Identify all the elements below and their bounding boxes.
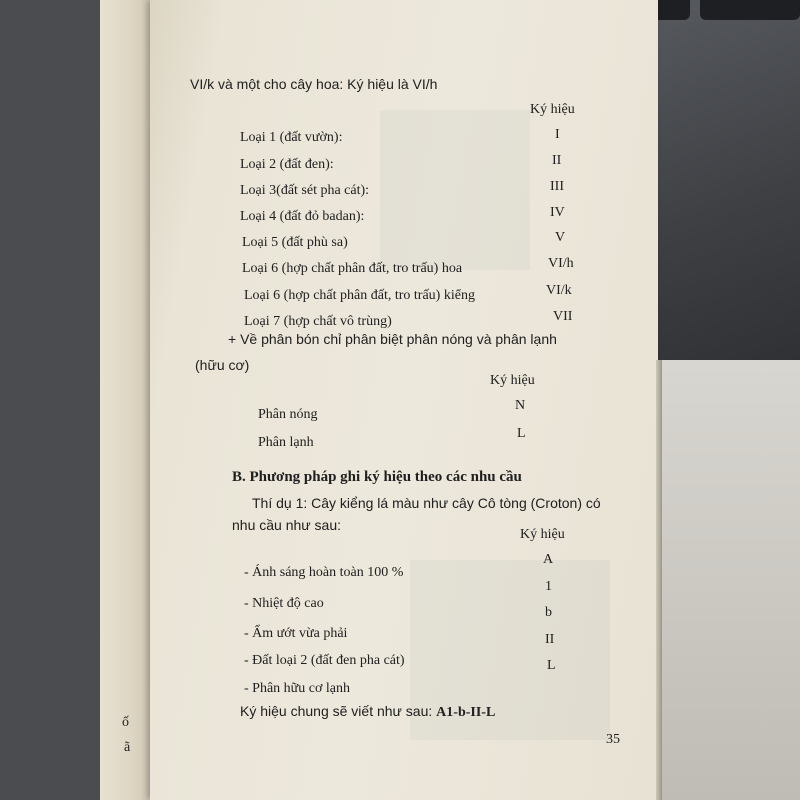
summary-prefix: Ký hiệu chung sẽ viết như sau: xyxy=(240,703,433,719)
margin-mark: ã xyxy=(124,740,131,755)
soil-row-label: Loại 5 (đất phù sa) xyxy=(242,235,348,250)
soil-row-label: Loại 6 (hợp chất phân đất, tro trấu) kiểng xyxy=(244,288,475,303)
left-page-edge xyxy=(100,0,152,800)
soil-row-code: VII xyxy=(553,309,573,324)
soil-row-code: VI/k xyxy=(546,283,572,298)
fertilizer-table-header: Ký hiệu xyxy=(490,373,535,388)
soil-row-label: Loại 1 (đất vườn): xyxy=(240,130,343,145)
example-line1: Thí dụ 1: Cây kiểng lá màu như cây Cô tòng (Croton) có xyxy=(252,495,601,511)
soil-row-label: Loại 6 (hợp chất phân đất, tro trấu) hoa xyxy=(242,261,463,276)
book-page xyxy=(150,0,658,800)
soil-row-code: I xyxy=(555,127,560,142)
summary-line xyxy=(240,703,495,721)
need-row-code: II xyxy=(545,632,555,647)
need-row-label: - Phân hữu cơ lạnh xyxy=(244,681,350,696)
fertilizer-row-code: L xyxy=(517,426,526,441)
soil-row-label: Loại 2 (đất đen): xyxy=(240,157,334,172)
fertilizer-row-label: Phân nóng xyxy=(258,407,318,422)
soil-row-code: III xyxy=(550,179,564,194)
needs-table-header: Ký hiệu xyxy=(520,527,565,542)
intro-line: VI/k và một cho cây hoa: Ký hiệu là VI/h xyxy=(190,76,438,92)
need-row-code: 1 xyxy=(545,579,552,594)
need-row-code: L xyxy=(547,658,556,673)
need-row-code: b xyxy=(545,605,552,620)
soil-table-header: Ký hiệu xyxy=(530,102,575,117)
need-row-label: - Ánh sáng hoàn toàn 100 % xyxy=(244,565,404,580)
soil-row-code: II xyxy=(552,153,562,168)
page-edge-shadow xyxy=(656,360,662,800)
fertilizer-row-code: N xyxy=(515,398,526,413)
fertilizer-note-line1: + Về phân bón chỉ phân biệt phân nóng và phân lạnh xyxy=(228,331,557,347)
need-row-code: A xyxy=(543,552,554,567)
soil-row-code: VI/h xyxy=(548,256,574,271)
fertilizer-note-line2: (hữu cơ) xyxy=(195,357,250,373)
margin-mark: ố xyxy=(122,715,129,730)
soil-row-code: V xyxy=(555,230,566,245)
soil-row-label: Loại 7 (hợp chất vô trùng) xyxy=(244,314,392,329)
soil-row-label: Loại 4 (đất đỏ badan): xyxy=(240,209,365,224)
summary-code: A1-b-II-L xyxy=(436,705,496,720)
desk-surface xyxy=(640,360,800,800)
fertilizer-row-label: Phân lạnh xyxy=(258,435,314,450)
need-row-label: - Đất loại 2 (đất đen pha cát) xyxy=(244,653,405,668)
example-line2: nhu cầu như sau: xyxy=(232,517,342,533)
bleed-through-image xyxy=(380,110,530,270)
page-number: 35 xyxy=(606,732,620,747)
need-row-label: - Ẩm ướt vừa phải xyxy=(244,626,348,641)
laptop-key xyxy=(700,0,800,20)
soil-row-code: IV xyxy=(550,205,565,220)
section-b-heading: B. Phương pháp ghi ký hiệu theo các nhu cầu xyxy=(232,469,522,485)
need-row-label: - Nhiệt độ cao xyxy=(244,596,324,611)
soil-row-label: Loại 3(đất sét pha cát): xyxy=(240,183,370,198)
